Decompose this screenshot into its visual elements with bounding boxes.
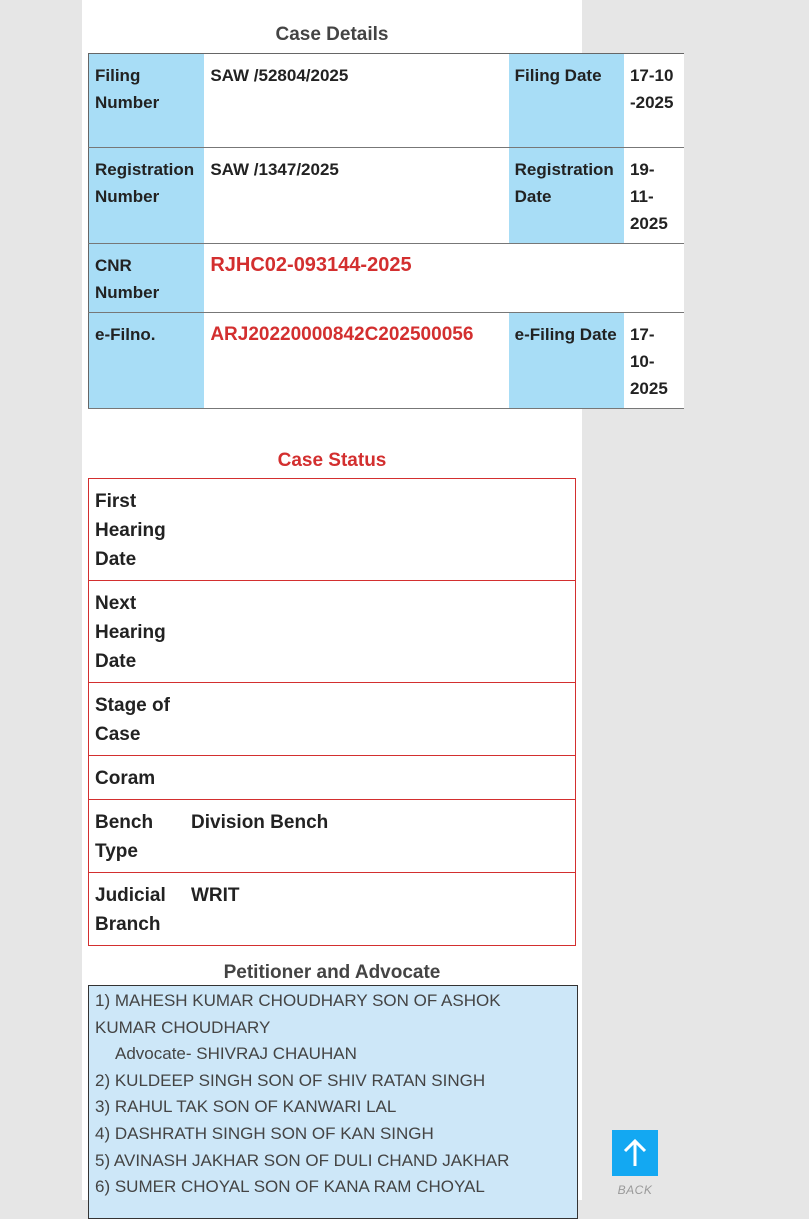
registration-date-text: 19-11-2025: [629, 160, 668, 233]
registration-number-value: SAW /1347/2025: [204, 148, 508, 244]
list-item: 1) MAHESH KUMAR CHOUDHARY SON OF ASHOK: [95, 991, 501, 1010]
first-hearing-label: First Hearing Date: [89, 479, 186, 581]
registration-date-value: [624, 148, 684, 244]
coram-label: Coram: [89, 756, 186, 800]
registration-number-label: Registration Number: [89, 148, 205, 244]
table-row: [89, 756, 576, 800]
table-row: [89, 683, 576, 756]
stage-label: Stage of Case: [89, 683, 186, 756]
table-row: [89, 148, 685, 244]
petitioner-title: Petitioner and Advocate: [223, 962, 441, 983]
filing-date-label: Filing Date: [509, 54, 624, 148]
table-row: [89, 313, 685, 409]
efiling-date-value: [624, 313, 684, 409]
table-row: [89, 244, 685, 313]
list-item: 4) DASHRATH SINGH SON OF KAN SINGH: [95, 1123, 434, 1143]
petitioner-list: [88, 985, 578, 1219]
bench-type-value: Division Bench: [185, 800, 576, 873]
stage-value: [185, 683, 576, 756]
case-details-table: [88, 53, 684, 409]
efiling-date-label: e-Filing Date: [509, 313, 624, 409]
table-row: [89, 581, 576, 683]
table-row: [89, 873, 576, 946]
list-item: 3) RAHUL TAK SON OF KANWARI LAL: [95, 1097, 397, 1117]
case-details-title: Case Details: [275, 24, 389, 45]
list-item: 5) AVINASH JAKHAR SON OF DULI CHAND JAKHAR: [95, 1150, 510, 1170]
judicial-branch-label: Judicial Branch: [89, 873, 186, 946]
table-row: [89, 479, 576, 581]
bench-type-label: Bench Type: [89, 800, 186, 873]
registration-date-label: Registration Date: [509, 148, 624, 244]
list-item: 6) SUMER CHOYAL SON OF KANA RAM CHOYAL: [95, 1177, 485, 1197]
coram-value: [185, 756, 576, 800]
case-status-title: Case Status: [277, 450, 387, 471]
filing-date-value: [624, 54, 684, 148]
next-hearing-value: [185, 581, 576, 683]
list-item: KUMAR CHOUDHARY: [95, 1017, 271, 1037]
efilno-label: e-Filno.: [89, 313, 205, 409]
judicial-branch-value: WRIT: [185, 873, 576, 946]
filing-number-value: SAW /52804/2025: [204, 54, 508, 148]
cnr-number-value: RJHC02-093144-2025: [204, 244, 684, 313]
filing-number-label: Filing Number: [89, 54, 205, 148]
back-button[interactable]: [612, 1130, 658, 1176]
arrow-up-icon: [622, 1138, 648, 1168]
advocate-line: Advocate- SHIVRAJ CHAUHAN: [115, 1044, 357, 1064]
table-row: [89, 54, 685, 148]
list-item: 2) KULDEEP SINGH SON OF SHIV RATAN SINGH: [95, 1070, 486, 1090]
table-row: [89, 800, 576, 873]
first-hearing-value: [185, 479, 576, 581]
filing-date-text: 17-10-2025: [629, 66, 674, 112]
case-status-table: [88, 478, 576, 946]
next-hearing-label: Next Hearing Date: [89, 581, 186, 683]
efiling-date-text: 17-10-2025: [629, 325, 668, 398]
efilno-value: ARJ20220000842C202500056: [204, 313, 508, 409]
cnr-number-label: CNR Number: [89, 244, 205, 313]
back-label[interactable]: BACK: [617, 1183, 653, 1197]
